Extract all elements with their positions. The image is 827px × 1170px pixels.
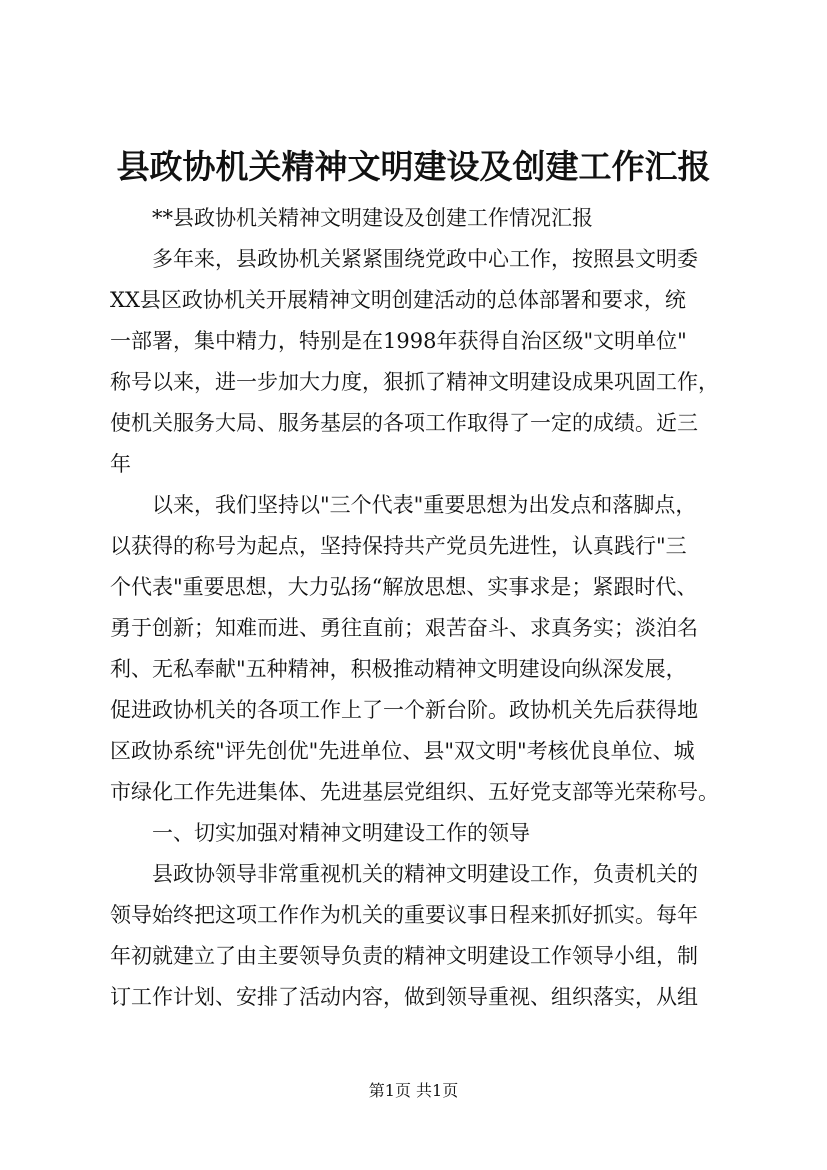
text-line: 市绿化工作先进集体、先进基层党组织、五好党支部等光荣称号。	[110, 780, 719, 804]
text-line: 勇于创新；知难而进、勇往直前；艰苦奋斗、求真务实；淡泊名	[110, 616, 698, 640]
text-line: XX县区政协机关开展精神文明创建活动的总体部署和要求，统	[110, 288, 686, 312]
text-line: 个代表"重要思想，大力弘扬“解放思想、实事求是；紧跟时代、	[110, 575, 698, 599]
text-line: 年初就建立了由主要领导负责的精神文明建设工作领导小组，制	[110, 944, 698, 968]
document-body	[110, 198, 738, 1018]
text-line: 订工作计划、安排了活动内容，做到领导重视、组织落实，从组	[110, 985, 698, 1009]
text-line: 一、切实加强对精神文明建设工作的领导	[152, 821, 530, 845]
text-line: 区政协系统"评先创优"先进单位、县"双文明"考核优良单位、城	[110, 739, 695, 763]
text-line: 以来，我们坚持以"三个代表"重要思想为出发点和落脚点，	[152, 493, 697, 517]
text-line: 一部署，集中精力，特别是在1998年获得自治区级"文明单位"	[110, 329, 687, 353]
text-line: 年	[110, 452, 131, 476]
text-line: **县政协机关精神文明建设及创建工作情况汇报	[152, 206, 593, 230]
page-footer: 第1页 共1页	[368, 1081, 459, 1100]
text-line: 多年来，县政协机关紧紧围绕党政中心工作，按照县文明委	[152, 247, 698, 271]
text-line: 县政协领导非常重视机关的精神文明建设工作，负责机关的	[152, 862, 698, 886]
text-line: 以获得的称号为起点，坚持保持共产党员先进性，认真践行"三	[110, 534, 687, 558]
text-line: 使机关服务大局、服务基层的各项工作取得了一定的成绩。近三	[110, 411, 698, 435]
text-line: 利、无私奉献"五种精神，积极推动精神文明建设向纵深发展，	[110, 657, 687, 681]
text-line: 促进政协机关的各项工作上了一个新台阶。政协机关先后获得地	[110, 698, 698, 722]
text-line: 领导始终把这项工作作为机关的重要议事日程来抓好抓实。每年	[110, 903, 698, 927]
text-line: 称号以来，进一步加大力度，狠抓了精神文明建设成果巩固工作，	[110, 370, 719, 394]
document-title: 县政协机关精神文明建设及创建工作汇报	[116, 147, 711, 186]
